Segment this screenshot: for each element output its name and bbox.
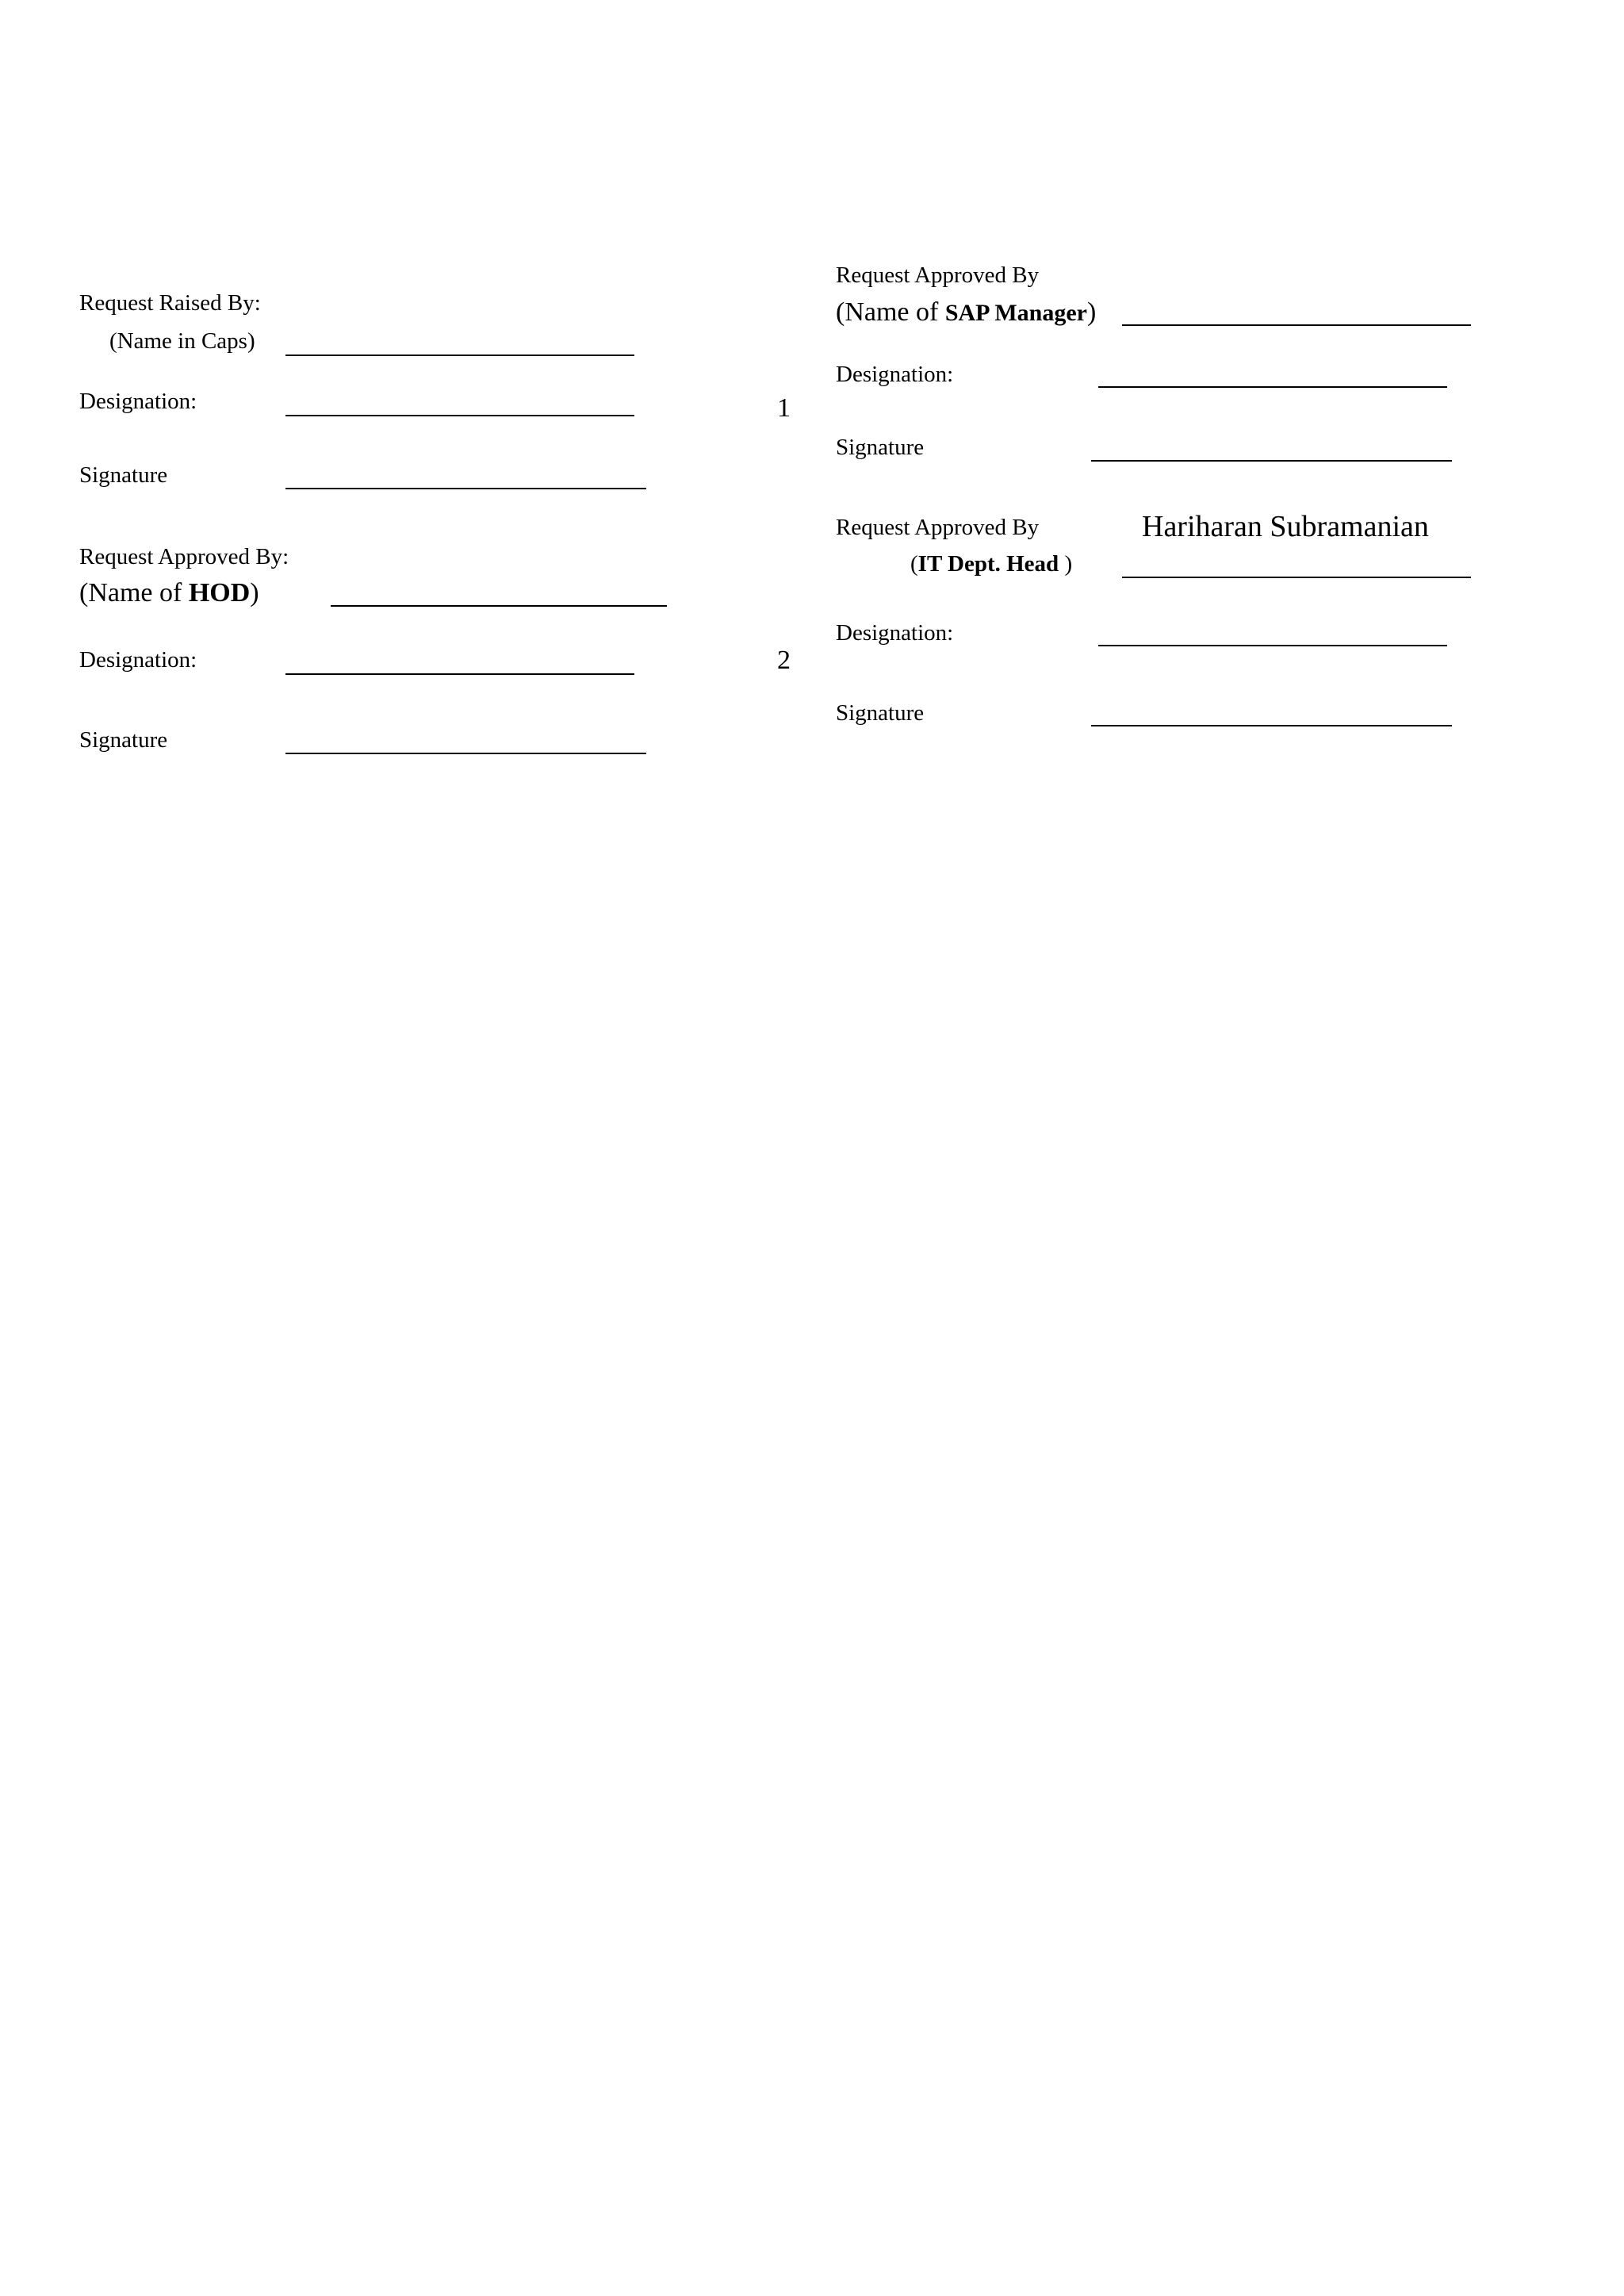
raised-by-signature-label: Signature bbox=[79, 462, 168, 488]
sap-signature-field[interactable] bbox=[1091, 460, 1452, 462]
hod-signature-field[interactable] bbox=[285, 753, 646, 754]
hod-approval-heading: Request Approved By: bbox=[79, 544, 289, 569]
it-signature-field[interactable] bbox=[1091, 725, 1452, 726]
it-head-name-label: (IT Dept. Head ) bbox=[910, 551, 1073, 577]
it-head-filled-name: Hariharan Subramanian bbox=[1142, 510, 1429, 543]
sap-name-field[interactable] bbox=[1122, 324, 1471, 326]
it-designation-field[interactable] bbox=[1098, 645, 1447, 646]
hod-name-field[interactable] bbox=[331, 605, 667, 607]
it-designation-label: Designation: bbox=[836, 620, 954, 646]
hod-designation-label: Designation: bbox=[79, 647, 197, 673]
sap-approval-heading: Request Approved By bbox=[836, 263, 1040, 288]
it-approval-heading: Request Approved By bbox=[836, 515, 1040, 540]
hod-name-label: (Name of HOD) bbox=[79, 578, 259, 608]
raised-by-name-label: (Name in Caps) bbox=[109, 328, 255, 354]
raised-by-name-field[interactable] bbox=[285, 355, 634, 356]
sap-designation-label: Designation: bbox=[836, 362, 954, 387]
it-signature-label: Signature bbox=[836, 700, 925, 726]
hod-signature-label: Signature bbox=[79, 727, 168, 753]
sap-designation-field[interactable] bbox=[1098, 386, 1447, 388]
raised-by-heading: Request Raised By: bbox=[79, 290, 261, 316]
raised-by-designation-label: Designation: bbox=[79, 389, 197, 414]
it-head-name-field[interactable] bbox=[1122, 577, 1471, 578]
hod-designation-field[interactable] bbox=[285, 673, 634, 675]
sap-signature-label: Signature bbox=[836, 435, 925, 460]
section-marker-2: 2 bbox=[777, 646, 791, 675]
raised-by-signature-field[interactable] bbox=[285, 488, 646, 489]
sap-name-label: (Name of SAP Manager) bbox=[836, 297, 1097, 327]
raised-by-designation-field[interactable] bbox=[285, 415, 634, 416]
section-marker-1: 1 bbox=[777, 393, 791, 423]
